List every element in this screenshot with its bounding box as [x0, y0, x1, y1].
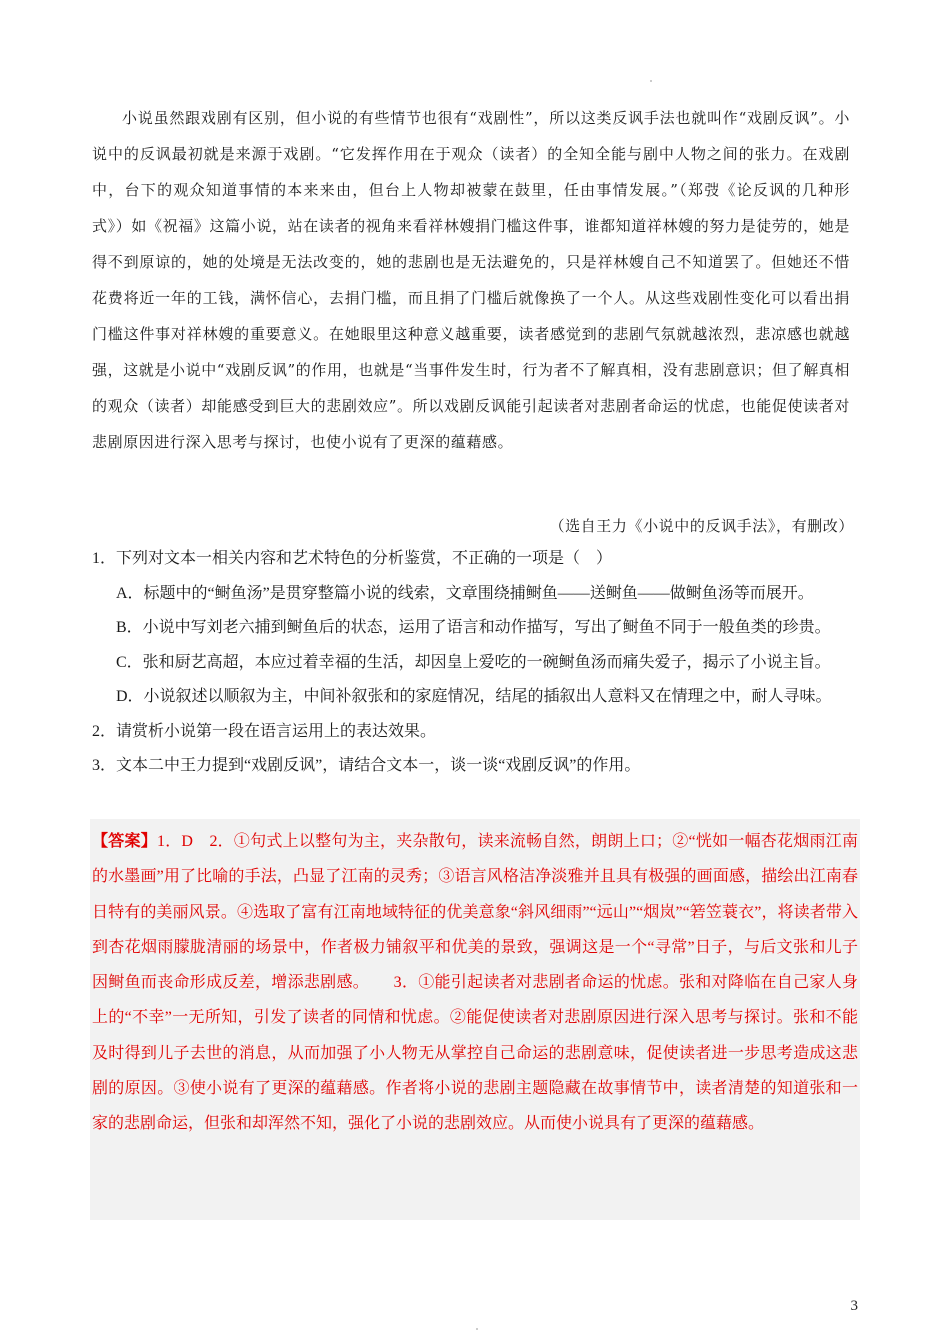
question-3: 3．文本二中王力提到“戏剧反讽”，请结合文本一，谈一谈“戏剧反讽”的作用。	[92, 757, 641, 774]
option-d: D．小说叙述以顺叙为主，中间补叙张和的家庭情况，结尾的插叙出人意料又在情理之中，耐人寻味。	[116, 688, 832, 705]
option-c: C．张和厨艺高超，本应过着幸福的生活，却因皇上爱吃的一碗鲥鱼汤而痛失爱子，揭示了小说主旨。	[116, 653, 831, 671]
answer-tag: 【答案】	[92, 833, 157, 850]
answer-text	[92, 824, 858, 1142]
answer-body: 1．D 2．①句式上以整句为主，夹杂散句，读来流畅自然，朗朗上口；②“恍如一幅杏花烟雨江南的水墨画”用了比喻的手法，凸显了江南的灵秀；③语言风格洁净淡雅并且具有极强的画面感，描绘出江南春日特有的美丽风景。④选取了富有江南地域特征的优美意象“斜风细雨”“远山”“烟岚”“箬笠蓑衣”，将读者带入到杏花烟雨朦胧清丽的场景中，作者极力铺叙平和优美的景致，强调这是一个“寻常”日子，与后文张和儿子因鲥鱼而丧命形成反差，增添悲剧感。 3．①能引起读者对悲剧者命运的忧虑。张和对降临在自己家人身上的“不幸”一无所知，引发了读者的同情和忧虑。②能促使读者对悲剧原因进行深入思考与探讨。张和不能及时得到儿子去世的消息，从而加强了小人物无从掌控自己命运的悲剧意味，促使读者进一步思考造成这悲剧的原因。③使小说有了更深的蕴藉感。作者将小说的悲剧主题隐藏在故事情节中，读者清楚的知道张和一家的悲剧命运，但张和却浑然不知，强化了小说的悲剧效应。从而使小说具有了更深的蕴藉感。	[92, 833, 858, 1133]
option-a: A．标题中的“鲥鱼汤”是贯穿整篇小说的线索，文章围绕捕鲥鱼——送鲥鱼——做鲥鱼汤等而展开。	[116, 584, 814, 602]
option-b: B．小说中写刘老六捕到鲥鱼后的状态，运用了语言和动作描写，写出了鲥鱼不同于一般鱼类的珍贵。	[116, 619, 831, 636]
answer-box	[90, 819, 860, 1220]
page-number: 3	[850, 1298, 858, 1314]
passage-excerpt	[92, 100, 850, 460]
question-2: 2．请赏析小说第一段在语言运用上的表达效果。	[92, 722, 437, 740]
scan-speck	[476, 1328, 478, 1330]
question-list	[92, 542, 862, 784]
passage-source-citation: （选自王力《小说中的反讽手法》，有删改）	[549, 517, 854, 535]
question-1: 1．下列对文本一相关内容和艺术特色的分析鉴赏，不正确的一项是（ ）	[92, 550, 613, 567]
passage-paragraph: 小说虽然跟戏剧有区别，但小说的有些情节也很有“戏剧性”，所以这类反讽手法也就叫作“戏剧反讽”。小说中的反讽最初就是来源于戏剧。“它发挥作用在于观众（读者）的全知全能与剧中人物之间的张力。在戏剧中，台下的观众知道事情的本来来由，但台上人物却被蒙在鼓里，任由事情发展。”（郑弢《论反讽的几种形式》）如《祝福》这篇小说，站在读者的视角来看祥林嫂捐门槛这件事，谁都知道祥林嫂的努力是徒劳的，她是得不到原谅的，她的处境是无法改变的，她的悲剧也是无法避免的，只是祥林嫂自己不知道罢了。但她还不惜花费将近一年的工钱，满怀信心，去捐门槛，而且捐了门槛后就像换了一个人。从这些戏剧性变化可以看出捐门槛这件事对祥林嫂的重要意义。在她眼里这种意义越重要，读者感觉到的悲剧气氛就越浓烈，悲凉感也就越强，这就是小说中“戏剧反讽”的作用，也就是“当事件发生时，行为者不了解真相，没有悲剧意识；但了解真相的观众（读者）却能感受到巨大的悲剧效应”。所以戏剧反讽能引起读者对悲剧者命运的忧虑，也能促使读者对悲剧原因进行深入思考与探讨，也使小说有了更深的蕴藉感。	[92, 109, 851, 451]
scan-speck	[650, 80, 652, 82]
